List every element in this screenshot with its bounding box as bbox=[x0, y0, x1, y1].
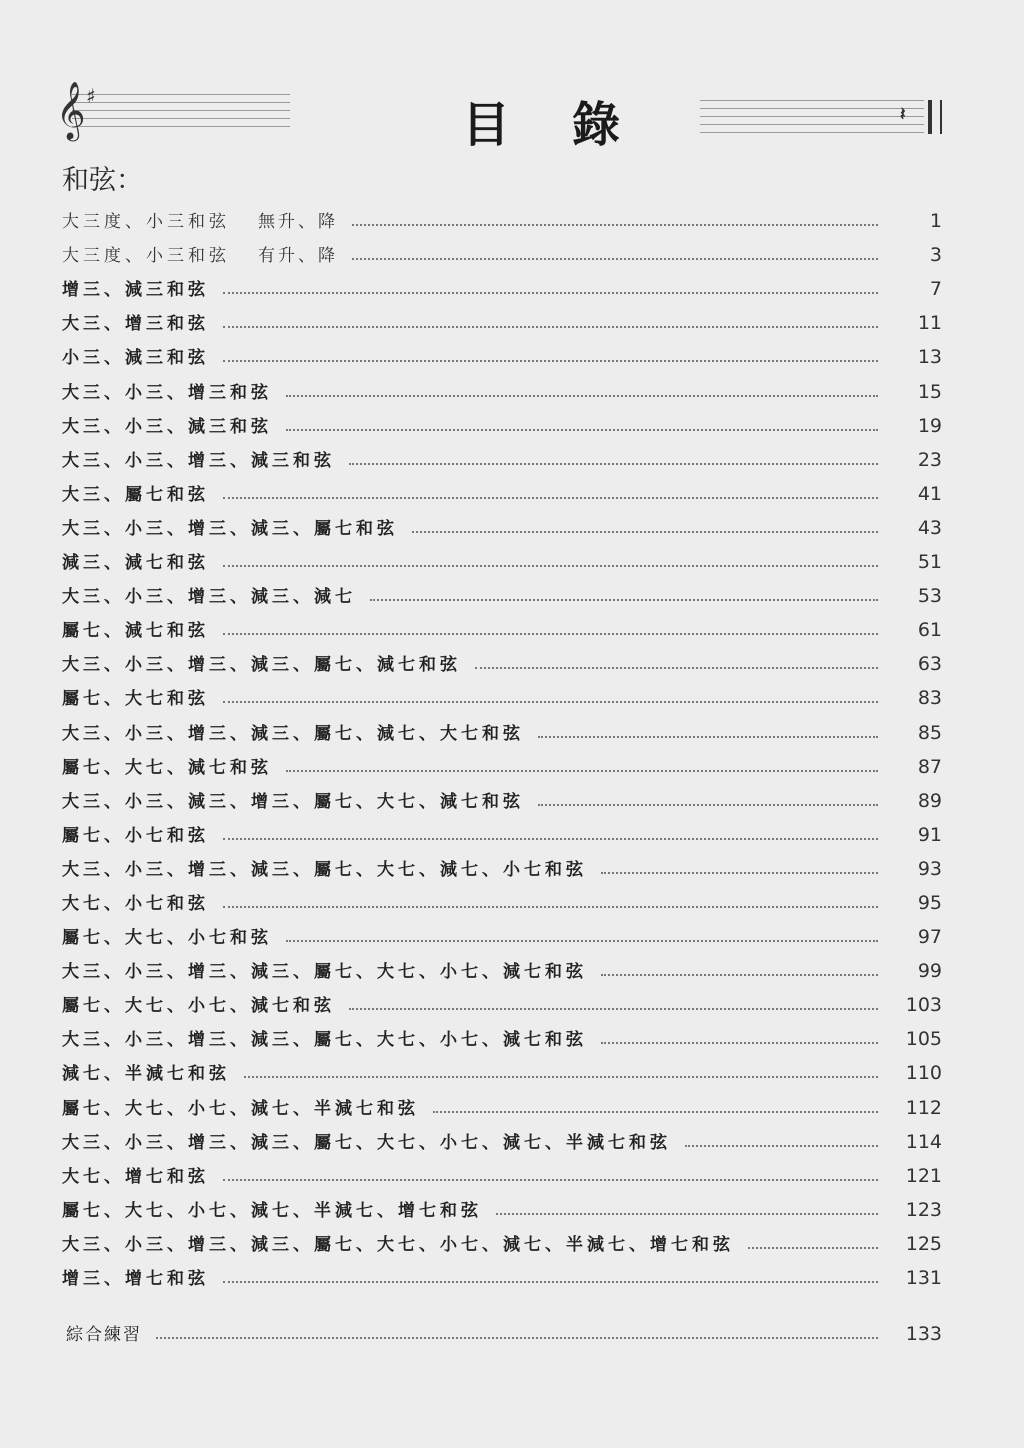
toc-entry[interactable] bbox=[62, 1119, 942, 1153]
toc-entry[interactable] bbox=[62, 471, 942, 505]
dot-leader bbox=[223, 326, 878, 328]
toc-entry[interactable] bbox=[62, 573, 942, 607]
toc-entry-label: 大三、小三、增三、減三、屬七、減七、大七和弦 bbox=[62, 723, 524, 744]
dot-leader bbox=[433, 1111, 878, 1113]
toc-entry-page: 41 bbox=[917, 482, 942, 505]
toc-entry-page: 110 bbox=[905, 1062, 942, 1085]
toc-entry[interactable] bbox=[62, 880, 942, 914]
toc-entry-label: 屬七、小七和弦 bbox=[62, 825, 209, 846]
toc-entry[interactable] bbox=[62, 232, 942, 266]
dot-leader bbox=[601, 974, 878, 976]
toc-entry-page: 19 bbox=[917, 414, 942, 437]
toc-entry-label: 屬七、大七、小七、減七和弦 bbox=[62, 996, 335, 1017]
toc-entry-page: 105 bbox=[905, 1028, 942, 1051]
dot-leader bbox=[412, 531, 878, 533]
toc-entry-sublabel: 無升、降 bbox=[258, 212, 338, 233]
dot-leader bbox=[685, 1145, 878, 1147]
toc-entry[interactable] bbox=[62, 607, 942, 641]
dot-leader bbox=[475, 667, 878, 669]
toc-entry-sublabel: 有升、降 bbox=[258, 246, 338, 267]
toc-entry-label: 大三、增三和弦 bbox=[62, 314, 209, 335]
sharp-icon: ♯ bbox=[86, 84, 96, 108]
toc-entry-label: 大七、小七和弦 bbox=[62, 893, 209, 914]
toc-entry-page: 123 bbox=[905, 1198, 942, 1221]
toc-entry-label: 大三、小三、增三、減三、減七 bbox=[62, 587, 356, 608]
dot-leader bbox=[223, 497, 878, 499]
toc-entry[interactable] bbox=[62, 198, 942, 232]
toc-entry[interactable] bbox=[62, 744, 942, 778]
dot-leader bbox=[286, 429, 878, 431]
toc-entry-page: 83 bbox=[917, 687, 942, 710]
dot-leader bbox=[223, 360, 878, 362]
dot-leader bbox=[496, 1213, 878, 1215]
toc-entry[interactable] bbox=[62, 437, 942, 471]
toc-entry-label: 減七、半減七和弦 bbox=[62, 1064, 230, 1085]
toc-entry-label: 大七、增七和弦 bbox=[62, 1166, 209, 1187]
toc-entry-label: 大三、小三、增三、減三、屬七、減七和弦 bbox=[62, 655, 461, 676]
toc-entry[interactable] bbox=[62, 368, 942, 402]
toc-entry-label: 大三、小三、增三、減三、屬七和弦 bbox=[62, 518, 398, 539]
toc-entry-label: 屬七、大七、小七、減七、半減七和弦 bbox=[62, 1098, 419, 1119]
dot-leader bbox=[538, 804, 878, 806]
dot-leader bbox=[349, 463, 878, 465]
toc-entry-label: 大三度、小三和弦 bbox=[62, 212, 230, 233]
dot-leader bbox=[538, 736, 878, 738]
dot-leader bbox=[286, 770, 878, 772]
dot-leader bbox=[223, 906, 878, 908]
toc-entry-label: 屬七、減七和弦 bbox=[62, 621, 209, 642]
dot-leader bbox=[349, 1008, 878, 1010]
toc-entry-page: 131 bbox=[905, 1267, 942, 1289]
toc-entry-page: 23 bbox=[917, 448, 942, 471]
toc-entry-label: 大三、小三、減三和弦 bbox=[62, 416, 272, 437]
toc-entry[interactable] bbox=[62, 982, 942, 1016]
toc-list bbox=[62, 198, 942, 1289]
dot-leader bbox=[748, 1247, 878, 1249]
toc-entry[interactable] bbox=[62, 778, 942, 812]
dot-leader bbox=[156, 1337, 878, 1339]
toc-entry[interactable] bbox=[62, 300, 942, 334]
final-barline-icon bbox=[928, 100, 932, 134]
dot-leader bbox=[601, 1042, 878, 1044]
dot-leader bbox=[223, 565, 878, 567]
toc-entry-label: 屬七、大七、小七、減七、半減七、增七和弦 bbox=[62, 1200, 482, 1221]
toc-entry[interactable] bbox=[62, 539, 942, 573]
rest-icon: 𝄽 bbox=[900, 104, 906, 125]
toc-entry-label: 大三、小三、減三、增三、屬七、大七、減七和弦 bbox=[62, 791, 524, 812]
toc-entry[interactable] bbox=[62, 914, 942, 948]
toc-entry-page: 93 bbox=[917, 857, 942, 880]
staff-lines-right bbox=[700, 94, 924, 128]
toc-entry-page: 63 bbox=[917, 653, 942, 676]
dot-leader bbox=[223, 1179, 878, 1181]
toc-entry-label: 屬七、大七、小七和弦 bbox=[62, 928, 272, 949]
toc-entry[interactable] bbox=[62, 948, 942, 982]
toc-entry-page: 13 bbox=[917, 346, 942, 369]
toc-entry-page: 125 bbox=[905, 1232, 942, 1255]
toc-entry-label: 綜合練習 bbox=[66, 1325, 142, 1345]
dot-leader bbox=[223, 1281, 878, 1283]
toc-entry[interactable] bbox=[62, 1084, 942, 1118]
final-barline-icon bbox=[940, 100, 942, 134]
toc-entry-page: 112 bbox=[905, 1096, 942, 1119]
toc-entry-page: 87 bbox=[917, 755, 942, 778]
dot-leader bbox=[286, 395, 878, 397]
toc-entry-page: 114 bbox=[905, 1130, 942, 1153]
dot-leader bbox=[352, 224, 878, 226]
toc-entry-page: 95 bbox=[917, 891, 942, 914]
toc-entry-label: 增三、增七和弦 bbox=[62, 1269, 209, 1289]
dot-leader bbox=[244, 1076, 878, 1078]
toc-entry-page: 91 bbox=[917, 823, 942, 846]
toc-entry[interactable] bbox=[62, 403, 942, 437]
toc-entry-page: 15 bbox=[917, 380, 942, 403]
toc-entry-page: 89 bbox=[917, 789, 942, 812]
toc-entry[interactable] bbox=[62, 1187, 942, 1221]
dot-leader bbox=[223, 701, 878, 703]
toc-entry-page: 103 bbox=[905, 994, 942, 1017]
toc-footer-entry[interactable] bbox=[66, 1320, 942, 1345]
toc-entry-label: 減三、減七和弦 bbox=[62, 553, 209, 574]
toc-entry-label: 大三、小三、增三、減三、屬七、大七、小七、減七和弦 bbox=[62, 962, 587, 983]
toc-entry-page: 61 bbox=[917, 619, 942, 642]
page-title: 目錄 bbox=[462, 97, 683, 153]
toc-entry-page: 51 bbox=[917, 551, 942, 574]
toc-entry-page: 1 bbox=[929, 210, 942, 233]
dot-leader bbox=[223, 633, 878, 635]
toc-entry-page: 7 bbox=[929, 278, 942, 301]
toc-entry-label: 大三度、小三和弦 bbox=[62, 246, 230, 267]
toc-entry-page: 11 bbox=[917, 312, 942, 335]
dot-leader bbox=[601, 872, 878, 874]
toc-entry[interactable] bbox=[62, 641, 942, 675]
toc-entry-label: 增三、減三和弦 bbox=[62, 280, 209, 301]
dot-leader bbox=[370, 599, 878, 601]
toc-entry[interactable] bbox=[62, 846, 942, 880]
toc-entry-label: 大三、小三、增三、減三、屬七、大七、小七、減七、半減七和弦 bbox=[62, 1132, 671, 1153]
toc-entry-page: 53 bbox=[917, 585, 942, 608]
toc-entry[interactable] bbox=[62, 812, 942, 846]
dot-leader bbox=[286, 940, 878, 942]
toc-entry[interactable] bbox=[62, 334, 942, 368]
toc-entry-label: 大三、小三、增三、減三、屬七、大七、小七、減七和弦 bbox=[62, 1030, 587, 1051]
toc-entry-page: 43 bbox=[917, 516, 942, 539]
toc-entry-page: 85 bbox=[917, 721, 942, 744]
staff-lines-left bbox=[72, 94, 290, 128]
toc-entry-label: 屬七、大七和弦 bbox=[62, 689, 209, 710]
toc-entry[interactable] bbox=[62, 675, 942, 709]
toc-entry-page: 133 bbox=[905, 1323, 942, 1345]
toc-entry-label: 小三、減三和弦 bbox=[62, 348, 209, 369]
toc-entry-page: 99 bbox=[917, 960, 942, 983]
toc-entry-page: 97 bbox=[917, 926, 942, 949]
toc-entry[interactable] bbox=[62, 1016, 942, 1050]
toc-entry-label: 大三、屬七和弦 bbox=[62, 484, 209, 505]
treble-clef-icon: 𝄞 bbox=[56, 81, 86, 139]
toc-entry-page: 3 bbox=[929, 244, 942, 267]
dot-leader bbox=[223, 838, 878, 840]
toc-entry-label: 大三、小三、增三和弦 bbox=[62, 382, 272, 403]
toc-entry-page: 121 bbox=[905, 1164, 942, 1187]
toc-entry-label: 屬七、大七、減七和弦 bbox=[62, 757, 272, 778]
toc-entry[interactable] bbox=[62, 709, 942, 743]
toc-entry[interactable] bbox=[62, 1050, 942, 1084]
toc-entry[interactable] bbox=[62, 1255, 942, 1289]
dot-leader bbox=[223, 292, 878, 294]
toc-entry[interactable] bbox=[62, 505, 942, 539]
toc-entry-label: 大三、小三、增三、減三、屬七、大七、小七、減七、半減七、增七和弦 bbox=[62, 1234, 734, 1255]
toc-entry[interactable] bbox=[62, 1153, 942, 1187]
dot-leader bbox=[352, 258, 878, 260]
toc-entry-label: 大三、小三、增三、減三、屬七、大七、減七、小七和弦 bbox=[62, 859, 587, 880]
section-title: 和弦： bbox=[62, 165, 143, 196]
toc-entry[interactable] bbox=[62, 266, 942, 300]
toc-entry[interactable] bbox=[62, 1221, 942, 1255]
toc-entry-label: 大三、小三、增三、減三和弦 bbox=[62, 450, 335, 471]
